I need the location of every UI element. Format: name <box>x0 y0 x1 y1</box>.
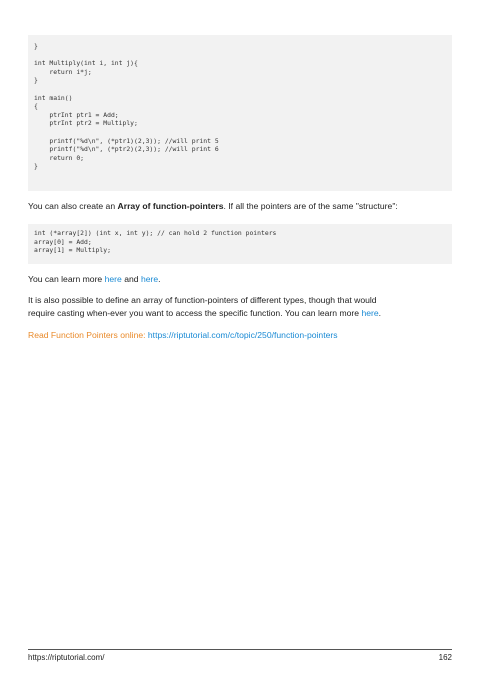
code-line: return i*j; <box>34 67 92 76</box>
paragraph-learn-more <box>28 273 458 286</box>
code-line: array[0] = Add; <box>34 237 92 246</box>
code-line: int Multiply(int i, int j){ <box>34 59 138 68</box>
code-line: } <box>34 42 38 50</box>
paragraph-text: and <box>121 274 141 284</box>
paragraph-text: . If all the pointers are of the same "structure": <box>223 201 398 211</box>
code-line: printf("%d\n", (*ptr2)(2,3)); //will print 6 <box>34 145 219 154</box>
read-online-line <box>28 329 458 342</box>
page-number: 162 <box>438 653 452 662</box>
code-line: int main() <box>34 93 73 102</box>
paragraph-text: You can also create an <box>28 201 118 211</box>
code-line: return 0; <box>34 153 85 162</box>
code-block-function-pointers <box>28 35 452 191</box>
bold-term: Array of function-pointers <box>117 201 224 211</box>
here-link-1[interactable]: here <box>104 274 122 284</box>
here-link-2[interactable]: here <box>140 274 159 284</box>
code-line: ptrInt ptr1 = Add; <box>34 110 119 119</box>
code-line <box>34 85 446 94</box>
code-line: { <box>34 102 38 111</box>
paragraph-text: You can learn more <box>28 274 105 284</box>
code-line: array[1] = Multiply; <box>34 246 111 255</box>
here-link-3[interactable]: here <box>361 308 379 318</box>
paragraph-array-intro <box>28 200 458 213</box>
code-line: ptrInt ptr2 = Multiply; <box>34 119 138 128</box>
code-line: } <box>34 162 38 171</box>
code-line: } <box>34 76 38 85</box>
paragraph-text: It is also possible to define an array of function-pointers of different types, though that would <box>28 295 377 305</box>
code-line <box>34 51 446 60</box>
code-line <box>34 128 446 137</box>
topic-url-link[interactable]: https://riptutorial.com/c/topic/250/function-pointers <box>147 330 338 340</box>
footer-divider <box>28 649 452 650</box>
paragraph-text: require casting when-ever you want to access the specific function. You can learn more <box>28 308 362 318</box>
code-line: int (*array[2]) (int x, int y); // can hold 2 function pointers <box>34 229 277 237</box>
footer-site-url: https://riptutorial.com/ <box>28 653 105 662</box>
code-block-array <box>28 224 452 264</box>
paragraph-different-types <box>28 294 458 320</box>
code-line: printf("%d\n", (*ptr1)(2,3)); //will print 5 <box>34 136 219 145</box>
paragraph-text: . <box>158 274 161 284</box>
paragraph-text: . <box>378 308 382 318</box>
read-online-label: Read Function Pointers online: <box>28 330 148 340</box>
